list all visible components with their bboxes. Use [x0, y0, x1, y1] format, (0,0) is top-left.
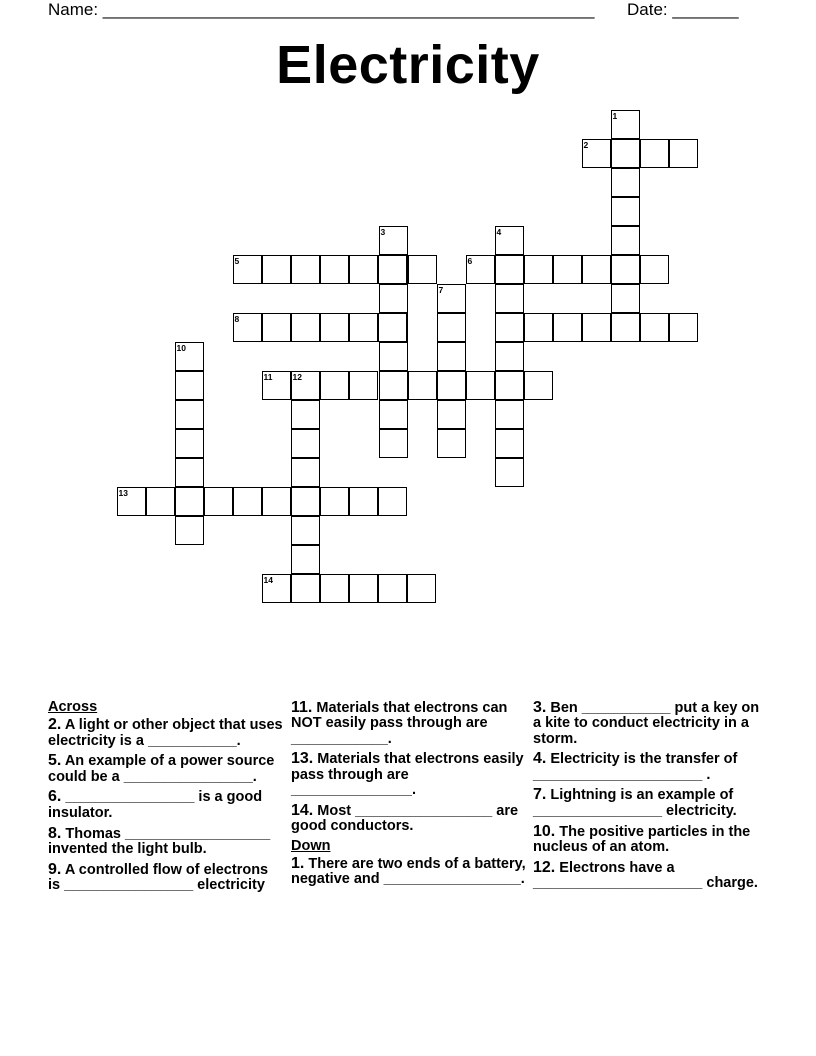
- clue-number: 13: [118, 487, 128, 498]
- crossword-cell[interactable]: [262, 487, 291, 516]
- clue-text: Electricity is the transfer of _____________________ .: [533, 751, 742, 783]
- clue-item: [533, 824, 769, 856]
- clue-item: [48, 753, 284, 785]
- down-heading: Down: [291, 837, 331, 854]
- name-field[interactable]: Name: ____________________________________________________: [48, 0, 595, 19]
- clue-text: A controlled flow of electrons is ________________ electricity: [48, 861, 273, 893]
- crossword-cell[interactable]: [495, 313, 524, 342]
- clue-number: 10: [176, 342, 186, 353]
- crossword-cell[interactable]: [233, 255, 262, 284]
- crossword-cell[interactable]: [466, 371, 495, 400]
- crossword-cell[interactable]: [379, 400, 408, 429]
- clue-number: 3.: [533, 699, 547, 716]
- crossword-cell[interactable]: [291, 487, 320, 516]
- clue-item: [48, 716, 287, 749]
- crossword-cell[interactable]: [582, 313, 611, 342]
- crossword-cell[interactable]: [175, 458, 204, 487]
- clue-number: 11.: [291, 699, 313, 716]
- crossword-cell[interactable]: [291, 458, 320, 487]
- clue-number: 6.: [48, 788, 62, 806]
- across-heading: Across: [48, 699, 98, 715]
- crossword-cell[interactable]: [669, 139, 698, 168]
- crossword-cell[interactable]: [291, 313, 320, 342]
- date-field[interactable]: Date: _______: [627, 0, 739, 19]
- crossword-cell[interactable]: [495, 429, 524, 458]
- crossword-cell[interactable]: [379, 342, 408, 371]
- clues-column-1: [48, 699, 287, 898]
- crossword-cell[interactable]: [175, 487, 204, 516]
- crossword-cell[interactable]: [611, 313, 640, 342]
- clue-text: The positive particles in the nucleus of an atom.: [533, 823, 755, 855]
- clue-text: Most _________________ are good conductors.: [291, 802, 523, 835]
- crossword-cell[interactable]: [379, 284, 408, 313]
- crossword-cell[interactable]: [233, 487, 262, 516]
- clue-item: [291, 751, 527, 798]
- clue-text: There are two ends of a battery, negative and _________________.: [291, 856, 530, 888]
- crossword-cell[interactable]: [582, 139, 611, 168]
- crossword-cell[interactable]: [553, 313, 582, 342]
- clue-number: 12: [292, 371, 302, 382]
- clue-text: Materials that electrons easily pass through are _______________.: [291, 751, 528, 798]
- crossword-cell[interactable]: [495, 226, 524, 255]
- crossword-cell[interactable]: [291, 429, 320, 458]
- crossword-cell[interactable]: [233, 313, 262, 342]
- crossword-cell[interactable]: [582, 255, 611, 284]
- crossword-cell[interactable]: [291, 255, 320, 284]
- crossword-cell[interactable]: [320, 487, 349, 516]
- crossword-cell[interactable]: [349, 255, 378, 284]
- clues-column-3: [533, 700, 769, 896]
- crossword-cell[interactable]: [262, 313, 291, 342]
- clue-text: Lightning is an example of ________________ electricity.: [533, 787, 738, 819]
- clue-text: Thomas __________________ invented the light bulb.: [48, 825, 275, 857]
- crossword-cell[interactable]: [669, 313, 698, 342]
- crossword-cell[interactable]: [640, 139, 669, 168]
- crossword-cell[interactable]: [495, 284, 524, 313]
- crossword-cell[interactable]: [175, 400, 204, 429]
- clue-number: 8.: [48, 824, 62, 842]
- clue-item: [48, 789, 284, 821]
- crossword-cell[interactable]: [379, 429, 408, 458]
- crossword-cell[interactable]: [378, 574, 407, 603]
- clue-item: [48, 826, 284, 858]
- clue-item: [291, 700, 527, 747]
- clue-number: 4.: [533, 750, 547, 768]
- clue-number: 4: [496, 226, 502, 237]
- clue-number: 7: [438, 284, 444, 295]
- crossword-cell[interactable]: [349, 487, 378, 516]
- crossword-cell[interactable]: [262, 574, 291, 603]
- clue-number: 2.: [48, 716, 62, 734]
- crossword-cell[interactable]: [262, 371, 291, 400]
- crossword-cell[interactable]: [437, 342, 466, 371]
- crossword-cell[interactable]: [291, 516, 320, 545]
- crossword-cell[interactable]: [262, 255, 291, 284]
- clue-text: Electrons have a _____________________ charge.: [533, 859, 758, 891]
- clue-item: [291, 855, 530, 888]
- clue-number: 6: [467, 255, 473, 266]
- crossword-cell[interactable]: [175, 516, 204, 545]
- crossword-cell[interactable]: [175, 371, 204, 400]
- crossword-cell[interactable]: [524, 255, 553, 284]
- clue-number: 5.: [48, 752, 62, 770]
- clues-column-2: [291, 699, 530, 892]
- crossword-cell[interactable]: [146, 487, 175, 516]
- crossword-cell[interactable]: [611, 197, 640, 226]
- clue-number: 13.: [291, 750, 314, 768]
- crossword-cell[interactable]: [495, 371, 524, 400]
- clue-item: [533, 860, 769, 892]
- crossword-cell[interactable]: [378, 255, 407, 284]
- clue-number: 3: [380, 226, 386, 237]
- clue-text: An example of a power source could be a ________________.: [48, 753, 279, 785]
- crossword-cell[interactable]: [524, 313, 553, 342]
- crossword-cell[interactable]: [379, 371, 408, 400]
- crossword-cell[interactable]: [611, 255, 640, 284]
- crossword-cell[interactable]: [117, 487, 146, 516]
- clue-number: 1.: [291, 855, 305, 873]
- crossword-cell[interactable]: [378, 487, 407, 516]
- clue-item: [291, 803, 527, 835]
- crossword-cell[interactable]: [291, 400, 320, 429]
- crossword-cell[interactable]: [291, 545, 320, 574]
- crossword-cell[interactable]: [495, 255, 524, 284]
- clue-item: [533, 700, 769, 747]
- crossword-cell[interactable]: [349, 313, 378, 342]
- crossword-cell[interactable]: [379, 226, 408, 255]
- clue-number: 8: [234, 313, 240, 324]
- clue-number: 9.: [48, 860, 62, 878]
- crossword-cell[interactable]: [640, 313, 669, 342]
- crossword-cell[interactable]: [408, 371, 437, 400]
- clue-number: 5: [234, 255, 240, 266]
- clue-number: 1: [612, 110, 618, 121]
- crossword-cell[interactable]: [437, 429, 466, 458]
- crossword-cell[interactable]: [175, 342, 204, 371]
- across-clue-list: [48, 716, 287, 893]
- clue-text: Ben ___________ put a key on a kite to conduct electricity in a storm.: [533, 700, 764, 747]
- crossword-cell[interactable]: [524, 371, 553, 400]
- crossword-cell[interactable]: [437, 400, 466, 429]
- crossword-cell[interactable]: [437, 371, 466, 400]
- clue-item: [48, 862, 284, 894]
- crossword-cell[interactable]: [495, 458, 524, 487]
- crossword-cell[interactable]: [611, 284, 640, 313]
- crossword-cell[interactable]: [408, 255, 437, 284]
- crossword-cell[interactable]: [349, 574, 378, 603]
- crossword-cell[interactable]: [466, 255, 495, 284]
- page-title: Electricity: [276, 35, 540, 95]
- crossword-cell[interactable]: [611, 110, 640, 139]
- crossword-cell[interactable]: [320, 255, 349, 284]
- crossword-cell[interactable]: [437, 313, 466, 342]
- clue-number: 10.: [533, 822, 556, 840]
- crossword-cell[interactable]: [204, 487, 233, 516]
- crossword-cell[interactable]: [611, 168, 640, 197]
- crossword-cell[interactable]: [320, 574, 349, 603]
- down-clue-list-continued: [533, 700, 769, 891]
- clue-text: Materials that electrons can NOT easily pass through are ____________.: [291, 700, 512, 747]
- crossword-cell[interactable]: [349, 371, 378, 400]
- crossword-cell[interactable]: [320, 371, 349, 400]
- crossword-cell[interactable]: [495, 342, 524, 371]
- clue-number: 12.: [533, 858, 556, 876]
- clue-number: 14: [263, 574, 273, 585]
- crossword-cell[interactable]: [291, 574, 320, 603]
- clue-text: ________________ is a good insulator.: [48, 789, 267, 821]
- crossword-cell[interactable]: [553, 255, 582, 284]
- crossword-cell[interactable]: [175, 429, 204, 458]
- clue-number: 2: [583, 139, 589, 150]
- crossword-cell[interactable]: [407, 574, 436, 603]
- crossword-cell[interactable]: [611, 226, 640, 255]
- crossword-cell[interactable]: [291, 371, 320, 400]
- crossword-cell[interactable]: [437, 284, 466, 313]
- crossword-cell[interactable]: [320, 313, 349, 342]
- down-clue-list: [291, 855, 530, 888]
- crossword-cell[interactable]: [611, 139, 640, 168]
- crossword-cell[interactable]: [378, 313, 407, 342]
- clue-item: [533, 787, 769, 819]
- clue-number: 7.: [533, 786, 547, 804]
- clue-number: 11: [263, 371, 273, 382]
- crossword-cell[interactable]: [640, 255, 669, 284]
- across-clue-list-continued: [291, 700, 527, 834]
- clue-item: [533, 751, 769, 783]
- crossword-cell[interactable]: [495, 400, 524, 429]
- clue-number: 14.: [291, 801, 314, 819]
- clue-text: A light or other object that uses electricity is a ___________.: [48, 717, 287, 749]
